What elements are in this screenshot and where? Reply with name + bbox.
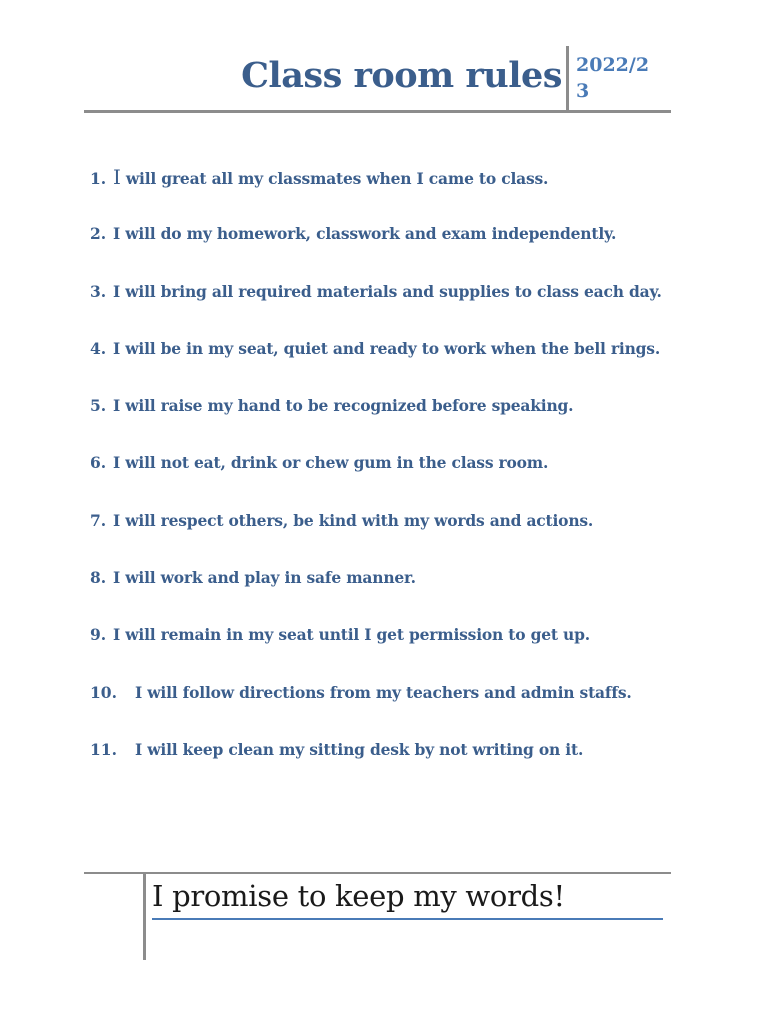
page-title: Class room rules xyxy=(241,55,562,96)
rule-item-8 xyxy=(90,565,710,622)
rule-item-11 xyxy=(90,737,710,794)
footer-divider-horizontal xyxy=(84,872,671,874)
promise-statement: I promise to keep my words! xyxy=(152,879,565,913)
rule-text: I will keep clean my sitting desk by not writing on it. xyxy=(135,739,584,759)
rule-number: 3. xyxy=(90,281,107,301)
rule-number: 9. xyxy=(90,625,107,645)
footer-divider-vertical xyxy=(143,874,146,960)
rule-text: I will be in my seat, quiet and ready to work when the bell rings. xyxy=(113,338,661,358)
rule-first-word: I xyxy=(113,165,121,189)
rule-text: I will do my homework, classwork and exam independently. xyxy=(113,224,617,244)
header-divider-horizontal xyxy=(84,110,671,113)
rule-item-3 xyxy=(90,279,710,336)
promise-underline xyxy=(152,918,663,920)
rule-text: I will bring all required materials and supplies to class each day. xyxy=(113,281,662,301)
rule-text: I will remain in my seat until I get permission to get up. xyxy=(113,625,590,645)
rule-number: 10. xyxy=(90,682,117,702)
rule-number: 8. xyxy=(90,568,107,588)
rule-text: I will respect others, be kind with my words and actions. xyxy=(113,510,594,530)
rule-number: 4. xyxy=(90,338,107,358)
rule-item-2 xyxy=(90,221,710,278)
rule-item-6 xyxy=(90,450,710,507)
rule-item-4 xyxy=(90,336,710,393)
rules-list xyxy=(90,164,710,794)
rule-number: 5. xyxy=(90,396,107,416)
rule-text: I will not eat, drink or chew gum in the class room. xyxy=(113,453,549,473)
rule-item-7 xyxy=(90,508,710,565)
rule-number: 7. xyxy=(90,510,107,530)
rule-text xyxy=(113,164,548,192)
school-year: 2022/23 xyxy=(576,54,650,102)
rule-number: 1. xyxy=(90,169,107,188)
rule-number: 6. xyxy=(90,453,107,473)
rule-text: I will work and play in safe manner. xyxy=(113,568,416,588)
rule-number: 11. xyxy=(90,739,117,759)
rule-text-rest: will great all my classmates when I came to class. xyxy=(120,169,549,188)
rule-item-9 xyxy=(90,622,710,679)
rule-item-1 xyxy=(90,164,710,221)
rule-item-5 xyxy=(90,393,710,450)
rule-text: I will raise my hand to be recognized before speaking. xyxy=(113,396,574,416)
header-divider-vertical xyxy=(566,46,569,112)
rule-item-10 xyxy=(90,680,710,737)
rule-number: 2. xyxy=(90,224,107,244)
rule-text: I will follow directions from my teachers and admin staffs. xyxy=(135,682,632,702)
